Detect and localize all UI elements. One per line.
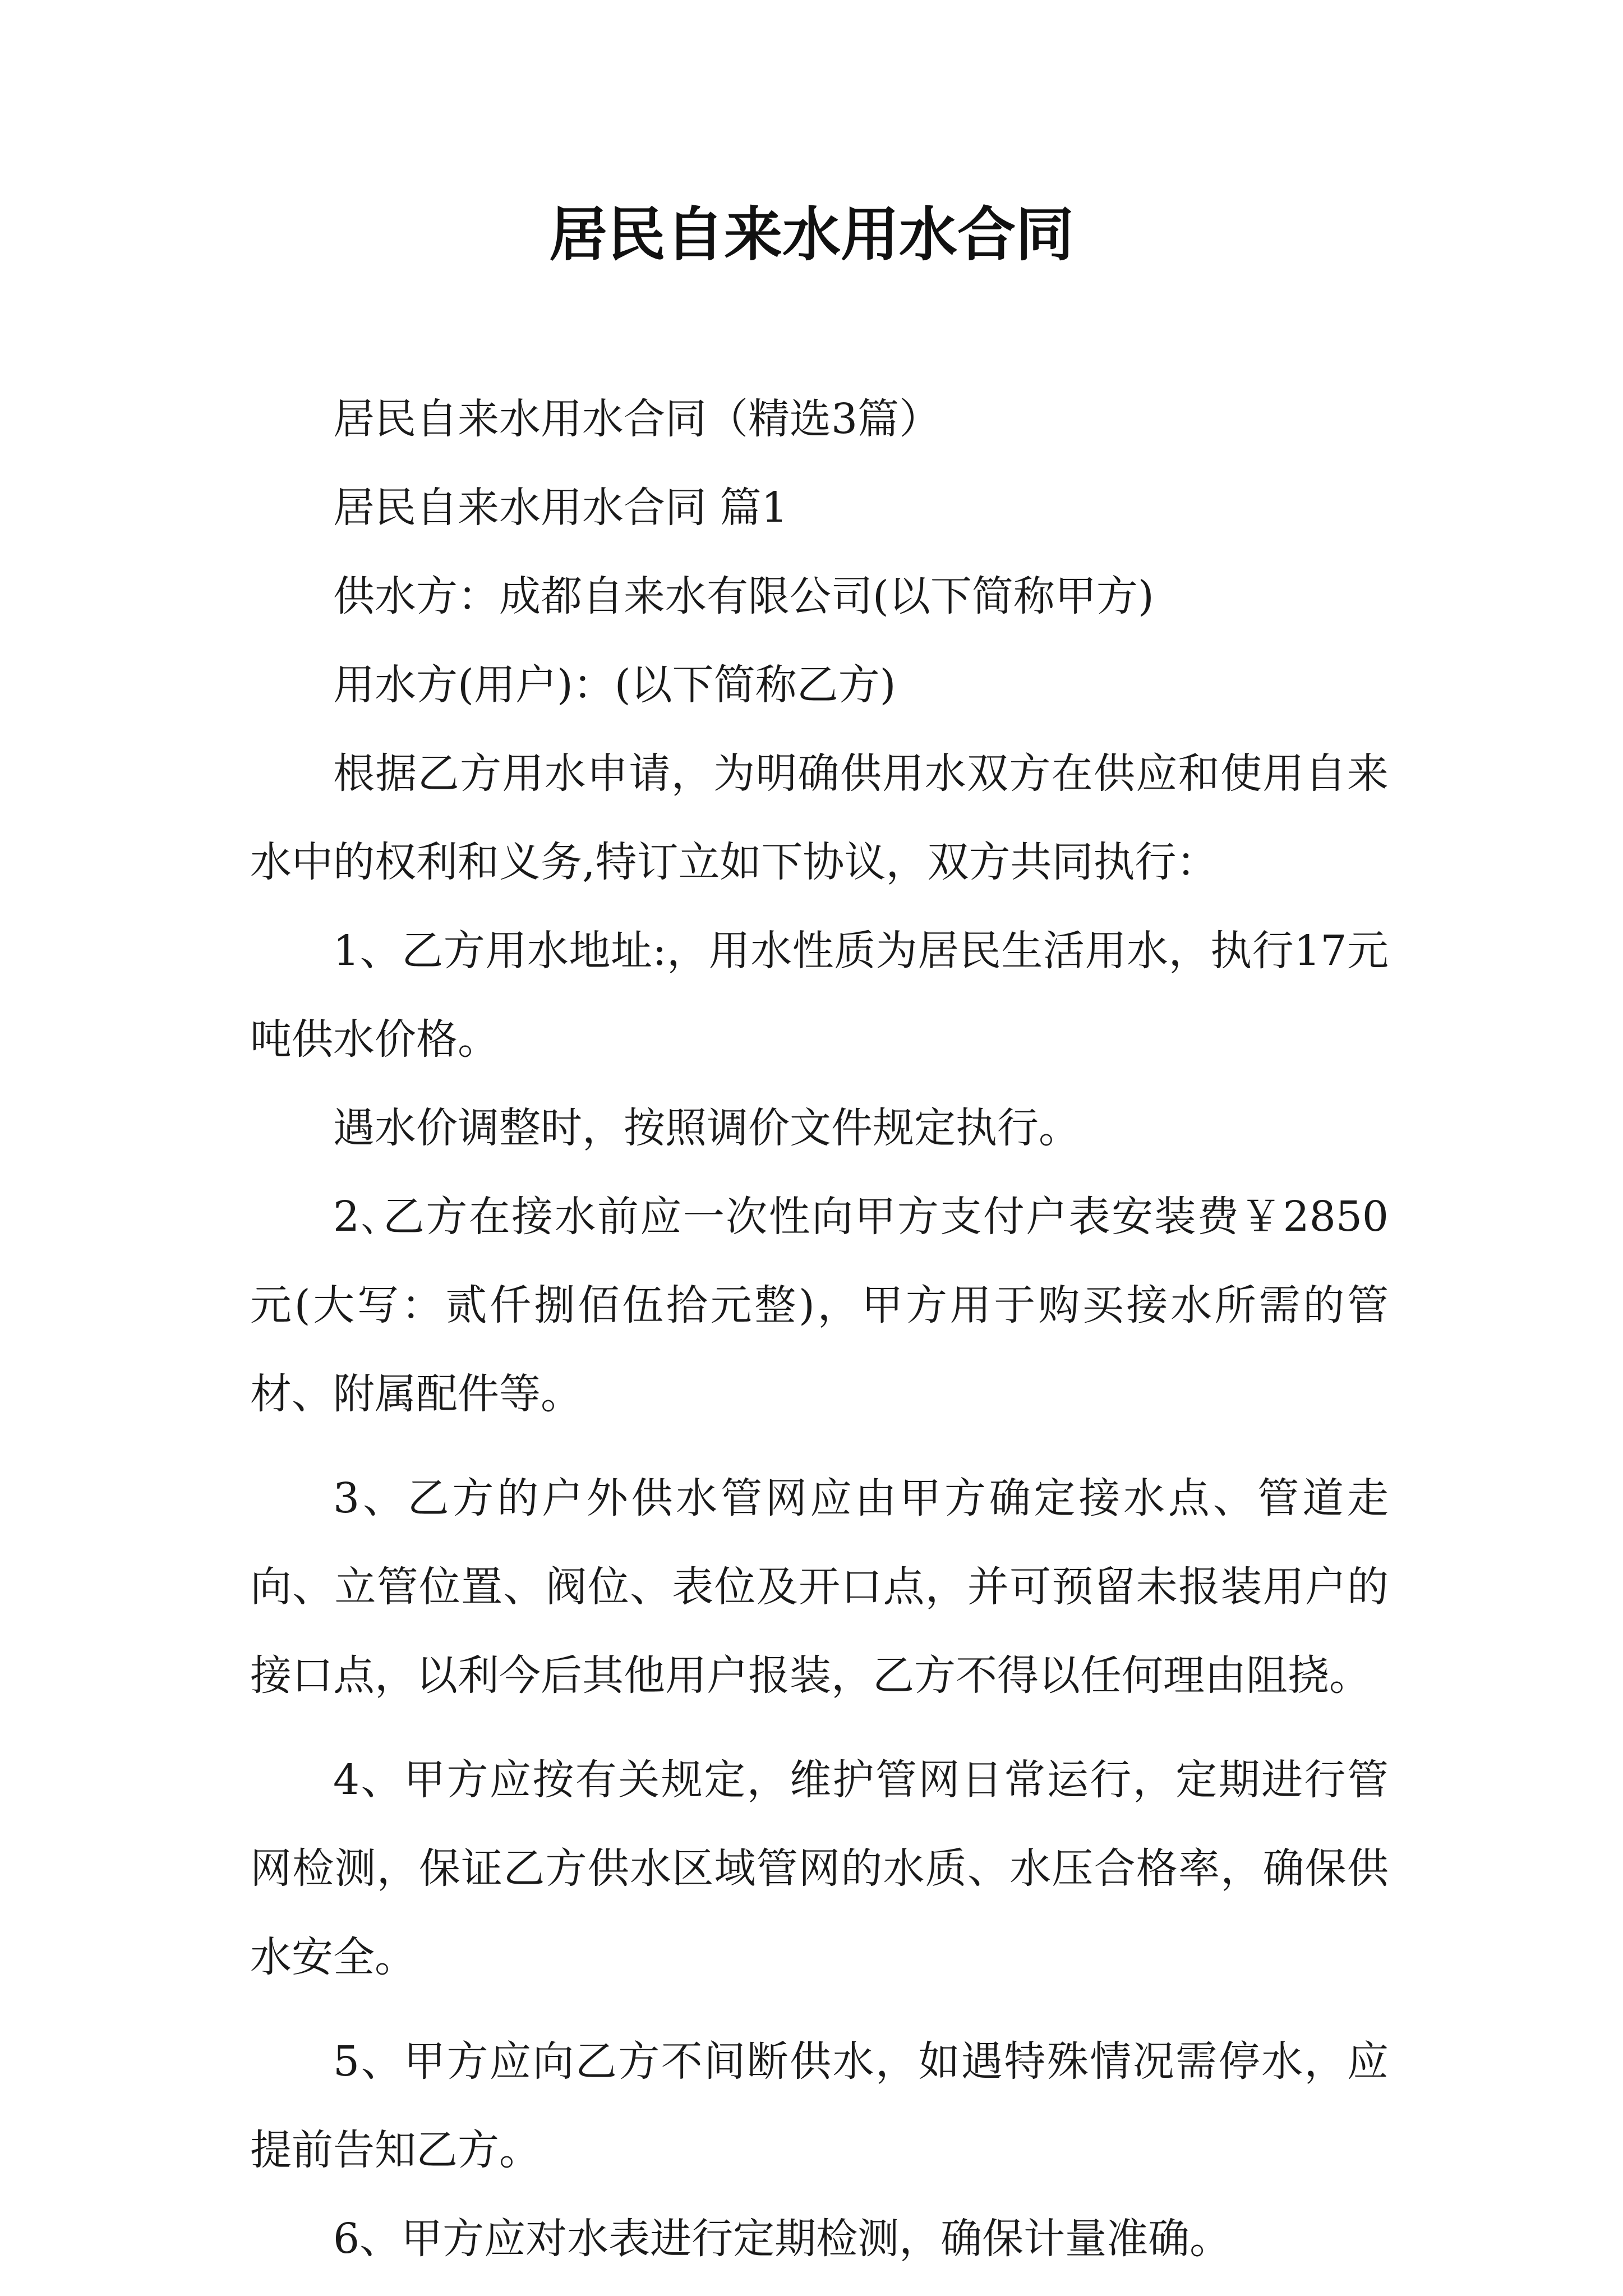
paragraph-supplier: 供水方：成都自来水有限公司(以下简称甲方) — [333, 572, 1154, 620]
paragraph-clause-3: 3、乙方的户外供水管网应由甲方确定接水点、管道走向、立管位置、阀位、表位及开口点，并可预留未报装用户的接口点，以利今后其他用户报装，乙方不得以任何理由阻挠。 — [250, 1474, 1389, 1700]
paragraph-section-heading: 居民自来水用水合同 篇1 — [333, 484, 788, 532]
paragraph-clause-2: 2､乙方在接水前应一次性向甲方支付户表安装费￥2850元(大写：贰仟捌佰伍拾元整)，甲方用于购买接水所需的管材、附属配件等。 — [250, 1193, 1389, 1418]
document-title: 居民自来水用水合同 — [548, 200, 1074, 269]
paragraph-clause-4: 4、甲方应按有关规定，维护管网日常运行，定期进行管网检测，保证乙方供水区域管网的水质、水压合格率，确保供水安全。 — [250, 1756, 1389, 1981]
paragraph-preamble: 根据乙方用水申请，为明确供用水双方在供应和使用自来水中的权利和义务,特订立如下协议，双方共同执行： — [250, 749, 1389, 886]
paragraph-user: 用水方(用户)：(以下简称乙方) — [333, 661, 896, 709]
paragraph-clause-6: 6、甲方应对水表进行定期检测，确保计量准确。 — [333, 2215, 1232, 2263]
paragraph-clause-5: 5、甲方应向乙方不间断供水，如遇特殊情况需停水，应提前告知乙方。 — [250, 2037, 1389, 2174]
document-body — [250, 375, 1389, 2283]
paragraph-collection-heading: 居民自来水用水合同（精选3篇） — [333, 395, 941, 443]
paragraph-price-adjustment: 遇水价调整时，按照调价文件规定执行。 — [333, 1104, 1080, 1152]
paragraph-clause-1: 1、乙方用水地址:，用水性质为居民生活用水，执行17元吨供水价格。 — [250, 927, 1389, 1064]
